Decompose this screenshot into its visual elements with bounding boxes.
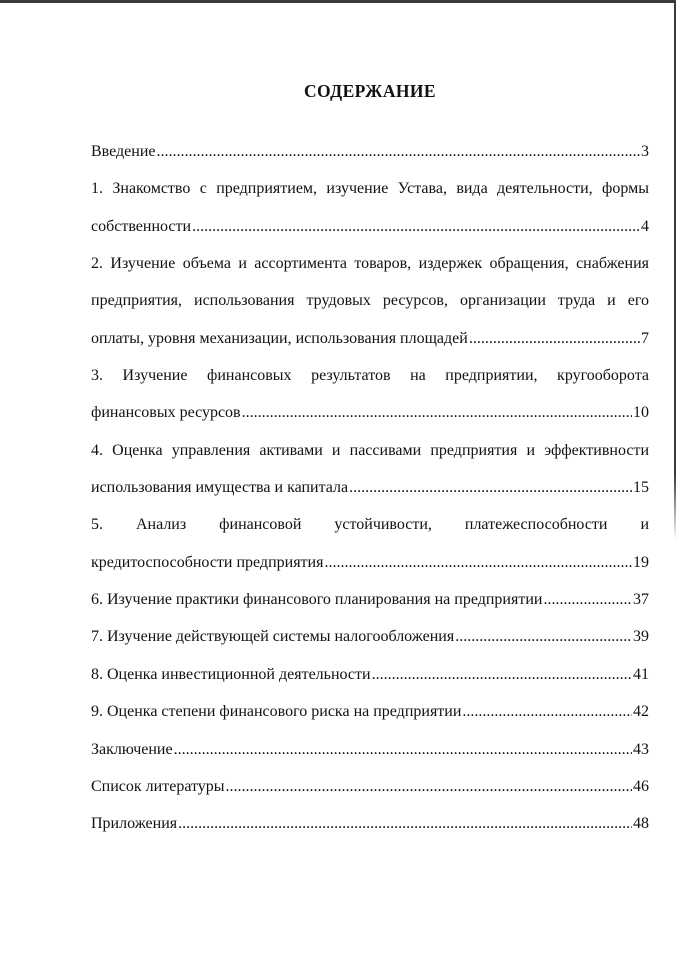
toc-entry-line: 4. Оценка управления активами и пассивами предприятия и эффективности [91,441,649,459]
dot-leader [324,544,632,581]
page-number: 46 [633,777,649,795]
toc [91,133,649,843]
page-number: 43 [633,740,649,758]
toc-entry-line-end [91,208,649,245]
toc-entry-text: 7. Изучение действующей системы налогообложения [91,628,455,646]
dot-leader [174,731,632,768]
document-page [91,0,649,843]
dot-leader [157,133,641,170]
toc-entry-line: 2. Изучение объема и ассортимента товаров, издержек обращения, снабжения [91,255,649,273]
page-number: 3 [641,143,649,160]
dot-leader [242,394,632,431]
page-number: 19 [633,553,649,571]
dot-leader [349,469,632,506]
toc-entry-line: 1. Знакомство с предприятием, изучение Устава, вида деятельности, формы [91,180,649,198]
toc-entry-text: 6. Изучение практики финансового планирования на предприятии [91,591,543,609]
dot-leader [226,768,632,805]
page-title: СОДЕРЖАНИЕ [303,81,436,101]
toc-entry-text: 8. Оценка инвестиционной деятельности [91,665,371,683]
toc-entry-text: собственности [91,217,192,235]
toc-entry-text: использования имущества и капитала [91,479,349,497]
toc-entry-line-end [91,394,649,431]
toc-entry-line-end [91,805,649,842]
dot-leader [192,208,640,245]
toc-entry-text: кредитоспособности предприятия [91,553,324,571]
toc-entry-line-end [91,581,649,618]
toc-entry-text: финансовых ресурсов [91,404,241,422]
dot-leader [469,320,640,357]
dot-leader [455,618,632,655]
toc-entry-line: 3. Изучение финансовых результатов на предприятии, кругооборота [91,367,649,385]
toc-entry-text: Заключение [91,740,173,758]
toc-entry-line-end [91,618,649,655]
toc-entry-text: Введение [91,143,156,160]
page-number: 37 [633,591,649,609]
toc-entry-text: 9. Оценка степени финансового риска на предприятии [91,703,462,721]
toc-entry-line-end [91,133,649,170]
toc-entry-line-end [91,768,649,805]
toc-entry-line-end [91,731,649,768]
toc-entry-text: Список литературы [91,777,225,795]
toc-entry-line-end [91,320,649,357]
page-number: 7 [641,329,649,347]
toc-entry-line: предприятия, использования трудовых ресурсов, организации труда и его [91,292,649,310]
page-number: 42 [633,703,649,721]
toc-entry-text: оплаты, уровня механизации, использования площадей [91,329,468,347]
toc-entry-line-end [91,544,649,581]
page-number: 10 [633,404,649,422]
toc-entry-text: Приложения [91,815,178,833]
page-number: 48 [633,815,649,833]
dot-leader [543,581,632,618]
dot-leader [178,805,632,842]
page-number: 4 [641,217,649,235]
page-number: 41 [633,665,649,683]
dot-leader [372,656,632,693]
toc-entry-line-end [91,469,649,506]
dot-leader [462,693,632,730]
toc-entry-line-end [91,656,649,693]
toc-entry-line: 5. Анализ финансовой устойчивости, платежеспособности и [91,516,649,534]
page-number: 39 [633,628,649,646]
page-number: 15 [633,479,649,497]
toc-entry-line-end [91,693,649,730]
